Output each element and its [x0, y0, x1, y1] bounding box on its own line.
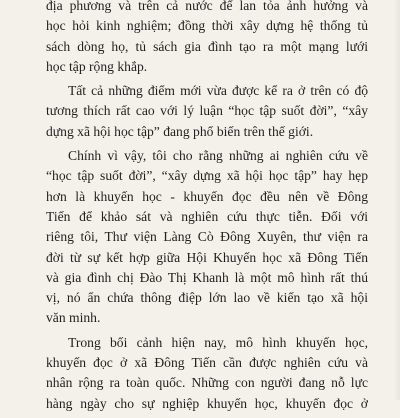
text-line: địa phương và trên cả nước để lan tỏa ảnh hưởng và: [46, 0, 368, 13]
text-line: nhân rộng ra toàn quốc. Những con người đang nỗ lực: [46, 375, 368, 391]
text-line: riêng tôi, Thư viện Làng Cò Đông Xuyên, thư viện ra: [46, 229, 368, 245]
text-line: vị, nó ẩn chứa thông điệp lớn lao về kiến tạo xã hội: [46, 290, 368, 306]
paragraph-4: [46, 333, 368, 414]
paragraph-3: [46, 146, 368, 329]
text-line: Tất cả những điểm mới vừa được kể ra ở trên có độ: [68, 83, 368, 99]
text-line: hàng ngày cho sự nghiệp khuyến học, khuyến đọc ở: [46, 395, 368, 411]
text-line: học hỏi kinh nghiệm; đồng thời xây dựng hệ thống tủ: [46, 18, 368, 34]
text-line: khuyến đọc ở xã Đông Tiến cần được nghiên cứu và: [46, 355, 368, 371]
text-line: Chính vì vậy, tôi cho rằng những ai nghiên cứu về: [68, 148, 368, 164]
text-line: và gia đình chị Đào Thị Khanh là một mô hình rất thú: [46, 269, 368, 285]
text-line: “học tập suốt đời”, “xây dựng xã hội học tập” hay hẹp: [46, 168, 368, 184]
text-line: Trong bối cảnh hiện nay, mô hình khuyến học,: [68, 334, 368, 350]
text-line: dựng xã hội học tập” đang phổ biến trên thế giới.: [46, 123, 314, 139]
text-line: học tập rộng khắp.: [46, 58, 148, 74]
text-line: đời từ sự kết hợp giữa Hội Khuyến học xã Đông Tiến: [46, 249, 368, 265]
paragraph-2: [46, 81, 368, 142]
page-edge-shadow: [394, 0, 400, 400]
text-line: tương thích rất cao với lý luận “học tập suốt đời”, “xây: [46, 103, 368, 119]
paragraph-1: [46, 0, 368, 77]
text-line: Tiến để khảo sát và nghiên cứu thực tiễn. Đối với: [46, 208, 368, 224]
text-line: sách dòng họ, tủ sách gia đình tạo ra một mạng lưới: [46, 38, 368, 54]
text-column: [46, 0, 368, 418]
text-line: hơn là khuyến học - khuyến đọc đều nên về Đông: [46, 188, 368, 204]
text-line: văn minh.: [46, 310, 101, 326]
